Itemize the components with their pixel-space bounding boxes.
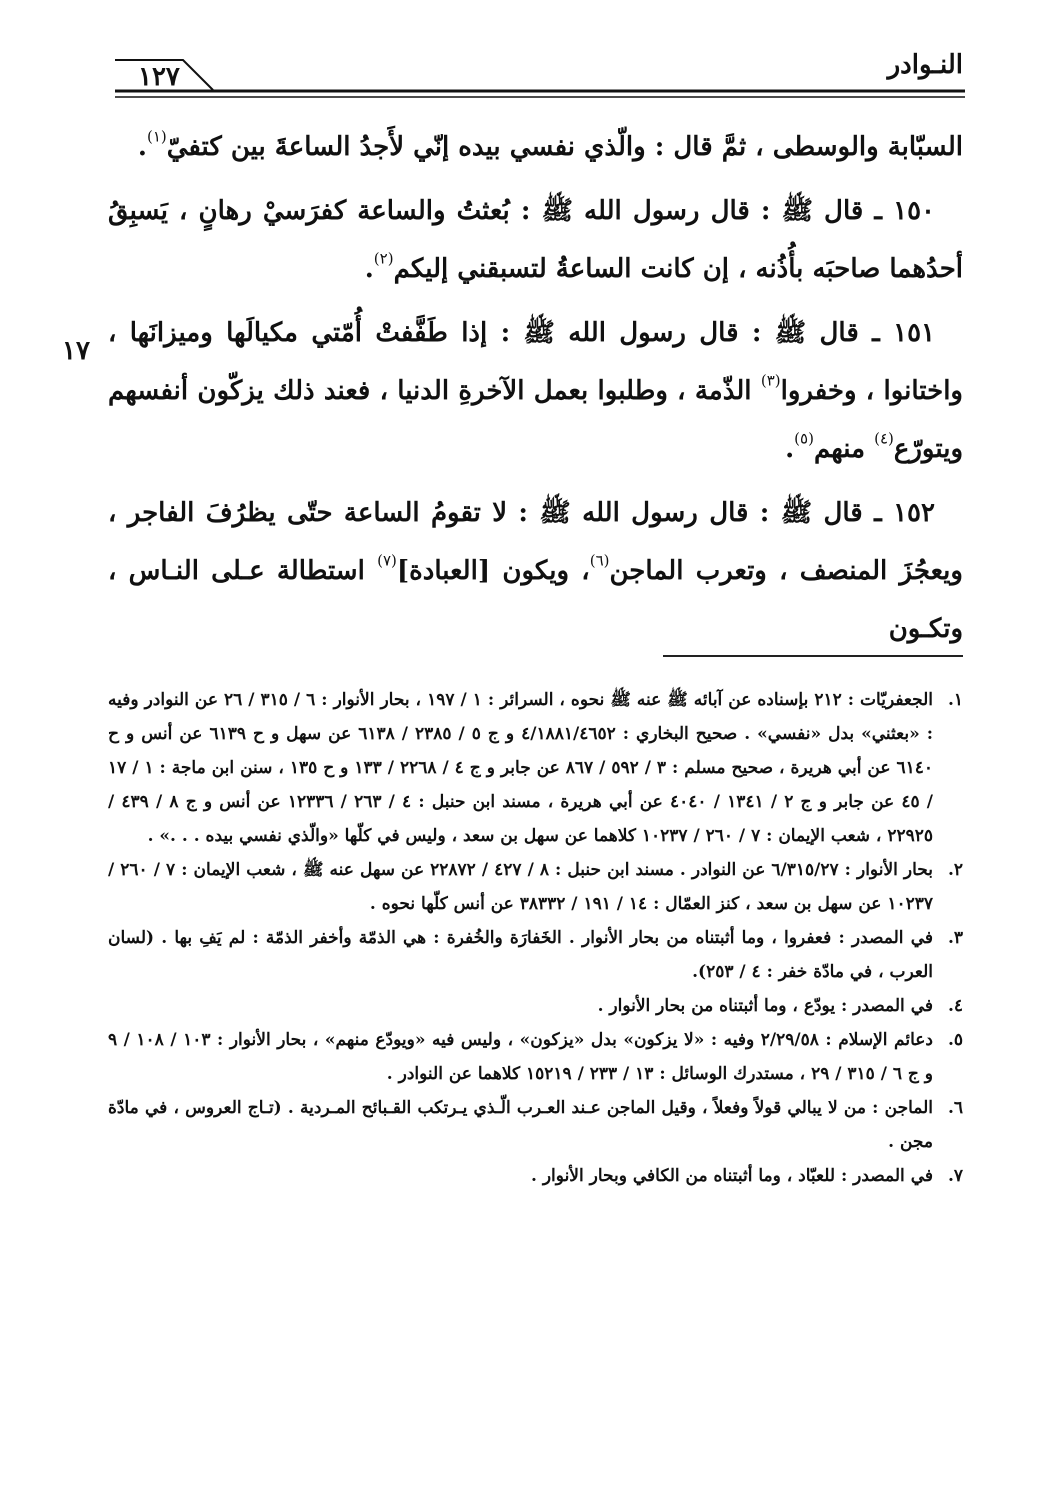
footnote-4 <box>108 989 963 1023</box>
hadith-text: منهم <box>813 434 866 464</box>
hadith-speaker: قال ﷺ : قال رسول الله ﷺ : <box>500 318 859 348</box>
paragraph-continuation: السبّابة والوسطى ، ثمَّ قال : والّذي نفسي بيده إنّي لأَجدُ الساعةَ بين كتفيّ$^{(١)}$. <box>137 127 963 162</box>
footnote-number: ٥. <box>947 1030 963 1050</box>
hadith-number: ١٥١ ـ <box>872 318 936 348</box>
footnote-text: الجعفريّات : ٢١٢ بإسناده عن آبائه ﷺ عنه ﷺ نحوه ، السرائر : ١ / ١٩٧ ، بحار الأنوار : ٦ / ٣١٥ / ٢٦ عن النوادر وفيه : «بعثني» بدل «نفسي» . صحيح البخاري : ٤/١٨٨١/٤٦٥٢ و ج ٥ / ٢٣٨٥ / ٦١٣٨ عن سهل و ح ٦١٣٩ عن أنس و ح ٦١٤٠ عن أبي هريرة ، صحيح مسلم : ٣ / ٥٩٢ / ٨٦٧ عن جابر و ج ٤ / ٢٢٦٨ / ١٣٣ و ح ١٣٥ ، سنن ابن ماجة : ١ / ١٧ / ٤٥ عن جابر و ج ٢ / ١٣٤١ / ٤٠٤٠ عن أبي هريرة ، مسند ابن حنبل : ٤ / ٢٦٣ / ١٢٣٣٦ عن أنس و ج ٨ / ٤٣٩ / ٢٢٩٢٥ ، شعب الإيمان : ٧ / ٢٦٠ / ١٠٢٣٧ كلاهما عن سهل بن سعد ، وليس في كلّها «والّذي نفسي بيده . . .» . <box>108 690 934 846</box>
hadith-text: استطالة عـلى النـاس ، وتكـون <box>108 556 963 644</box>
footnote-7 <box>108 1159 963 1193</box>
hadith-151: ١٥١ ـ قال ﷺ : قال رسول الله ﷺ : إذا طَفَّفتْ أُمّتي مكيالَها وميزانَها ، واختانوا ، وخفروا$^{(٣)}$ الذّمة ، وطلبوا بعمل الآخرةِ الدنيا ، فعند ذلك يزكّون أنفسهم ويتورّع$^{(٤)}$ منهم$^{(٥)}$. <box>108 318 963 464</box>
hadith-number: ١٥٢ ـ <box>874 498 935 528</box>
hadith-speaker: قال ﷺ : قال رسول الله ﷺ : <box>520 196 864 226</box>
footnote-ref: (٧) <box>377 551 397 570</box>
margin-note: ١٧ <box>62 336 90 366</box>
hadith-text: ، ويكون [العبادة] <box>396 556 590 586</box>
footnote-text: دعائم الإسلام : ٢/٢٩/٥٨ وفيه : «لا يزكون» بدل «يزكون» ، وليس فيه «ويودّع منهم» ، بحار الأنوار : ١٠٣ / ١٠٨ / ٩ و ج ٦ / ٣١٥ / ٢٩ ، مستدرك الوسائل : ١٣ / ٢٣٣ / ١٥٢١٩ كلاهما عن النوادر . <box>108 1030 933 1084</box>
header-rule <box>0 0 1041 110</box>
footnote-text: في المصدر : فعفروا ، وما أثبتناه من بحار الأنوار . الخَفارَة والخُفرة : هي الذمّة وأخفر الذمّة : لم يَفِ بها . (لسان العرب ، في مادّة خفر : ٤ / ٢٥٣). <box>108 928 933 982</box>
footnote-ref: (٥) <box>794 429 814 448</box>
footnote-number: ١. <box>947 690 963 710</box>
footnote-separator <box>663 655 963 657</box>
hadith-speaker: قال ﷺ : قال رسول الله ﷺ : <box>518 498 863 528</box>
hadith-150: ١٥٠ ـ قال ﷺ : قال رسول الله ﷺ : بُعثتُ والساعة كفرَسيْ رهانٍ ، يَسبِقُ أحدُهما صاحبَه بأُذُنه ، إن كانت الساعةُ لتسبقني إليكم$^{(٢)}$. <box>108 196 963 284</box>
footnote-3 <box>108 921 963 989</box>
footnote-number: ٦. <box>947 1098 963 1118</box>
footnote-text: في المصدر : يودّع ، وما أثبتناه من بحار الأنوار . <box>597 996 933 1016</box>
footnote-number: ٣. <box>947 928 963 948</box>
footnote-number: ٤. <box>947 996 963 1016</box>
hadith-text: إذا طَفَّفتْ أُمّتي مكيالَها وميزانَها ، واختانوا ، وخفروا <box>108 318 963 406</box>
footnote-ref: (١) <box>146 127 167 146</box>
footnote-ref: (٤) <box>874 429 894 448</box>
hadith-152 <box>108 484 963 658</box>
page-number: ١٢٧ <box>138 62 180 92</box>
footnote-ref: (٦) <box>589 551 610 570</box>
hadith-text: لا تقومُ الساعة حتّى يظرُفَ الفاجر ، ويعجُزَ المنصف ، وتعرب الماجن <box>108 498 963 586</box>
footnote-number: ٢. <box>947 860 963 880</box>
footnotes <box>108 683 963 1193</box>
footnote-text: في المصدر : للعبّاد ، وما أثبتناه من الكافي وبحار الأنوار . <box>531 1166 933 1186</box>
footnote-1 <box>108 683 963 853</box>
hadith-text: الذّمة ، وطلبوا بعمل الآخرةِ الدنيا ، فعند ذلك يزكّون أنفسهم ويتورّع <box>108 376 963 464</box>
footnote-number: ٧. <box>947 1166 963 1186</box>
footnote-ref: (٣) <box>760 371 781 390</box>
main-text <box>108 118 963 658</box>
footnote-2 <box>108 853 963 921</box>
footnote-ref: (٢) <box>373 249 394 268</box>
footnote-6 <box>108 1091 963 1159</box>
footnote-text: بحار الأنوار : ٦/٣١٥/٢٧ عن النوادر . مسند ابن حنبل : ٨ / ٤٢٧ / ٢٢٨٧٢ عن سهل عنه ﷺ ، شعب الإيمان : ٧ / ٢٦٠ / ١٠٢٣٧ عن سهل بن سعد ، كنز العمّال : ١٤ / ١٩١ / ٣٨٣٣٢ عن أنس كلّها نحوه . <box>108 860 934 914</box>
running-title: النـوادر <box>887 50 963 80</box>
footnote-text: الماجن : من لا يبالي قولاً وفعلاً ، وقيل الماجن عـند العـرب الّـذي يـرتكب القـبائح المـردية . (تـاج العروس ، في مادّة مجن . <box>108 1098 933 1152</box>
hadith-text: بُعثتُ والساعة كفرَسيْ رهانٍ ، يَسبِقُ أحدُهما صاحبَه بأُذُنه ، إن كانت الساعةُ لتسبقني إليكم <box>108 196 963 284</box>
footnote-5 <box>108 1023 963 1091</box>
hadith-number: ١٥٠ ـ <box>874 196 936 226</box>
